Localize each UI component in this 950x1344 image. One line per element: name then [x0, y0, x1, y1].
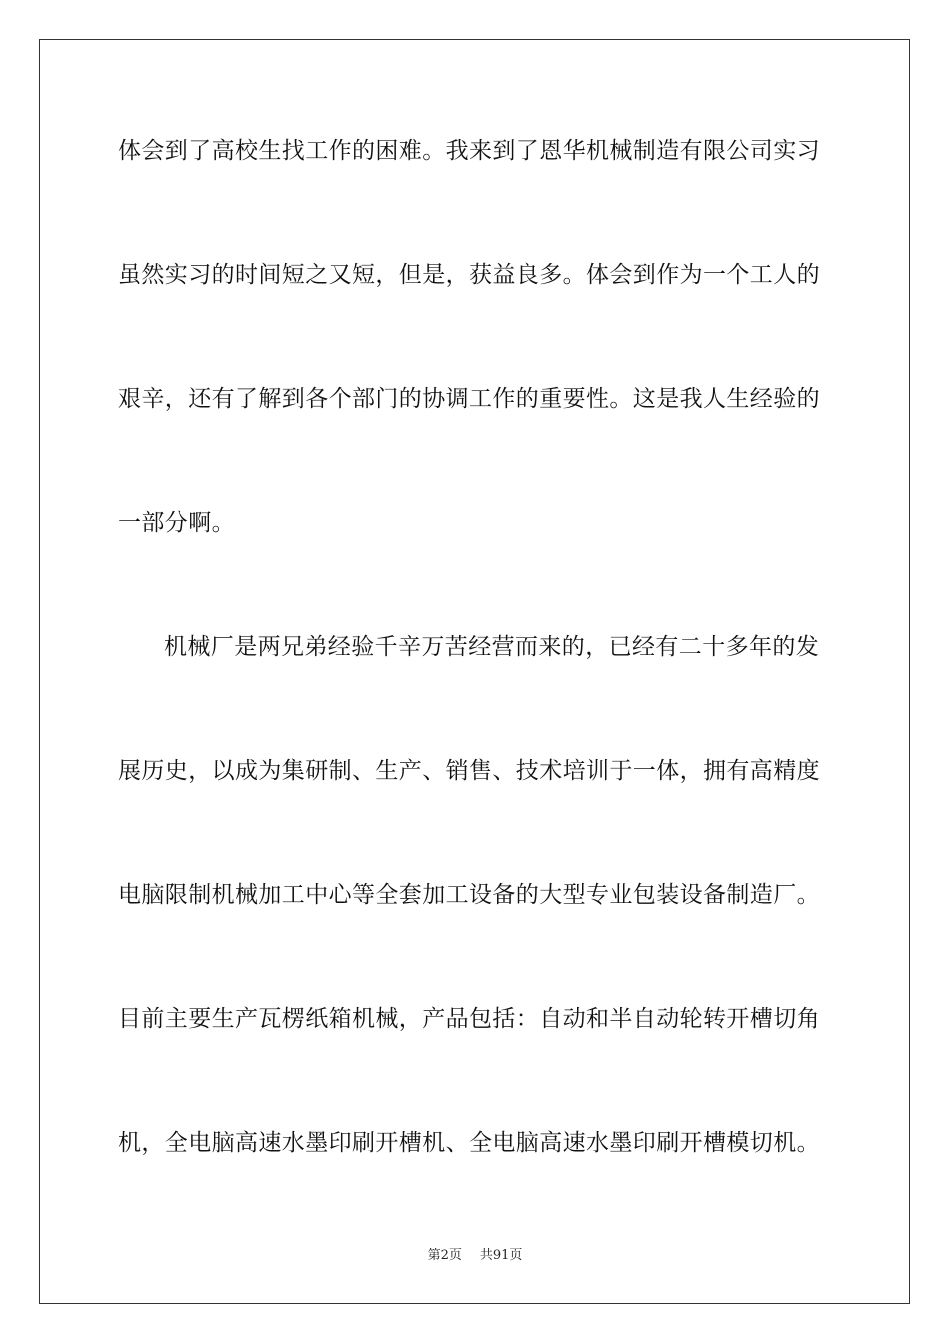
- text-line: 一部分啊。: [118, 510, 235, 536]
- page-number: 第2页: [427, 1248, 462, 1263]
- text-line: 目前主要生产瓦楞纸箱机械，产品包括：自动和半自动轮转开槽切角: [118, 1006, 820, 1032]
- text-line: 艰辛，还有了解到各个部门的协调工作的重要性。这是我人生经验的: [118, 386, 820, 412]
- text-line: 虽然实习的时间短之又短，但是，获益良多。体会到作为一个工人的: [118, 262, 820, 288]
- text-line: 机，全电脑高速水墨印刷开槽机、全电脑高速水墨印刷开槽模切机。: [118, 1130, 820, 1156]
- page-border: [39, 39, 910, 1304]
- text-line: 体会到了高校生找工作的困难。我来到了恩华机械制造有限公司实习: [118, 138, 820, 164]
- page-total: 共91页: [479, 1248, 523, 1263]
- page-footer: [0, 1247, 950, 1265]
- text-line: 机械厂是两兄弟经验千辛万苦经营而来的，已经有二十多年的发: [164, 634, 820, 660]
- text-line: 展历史，以成为集研制、生产、销售、技术培训于一体，拥有高精度: [118, 758, 820, 784]
- text-line: 电脑限制机械加工中心等全套加工设备的大型专业包装设备制造厂。: [118, 882, 820, 908]
